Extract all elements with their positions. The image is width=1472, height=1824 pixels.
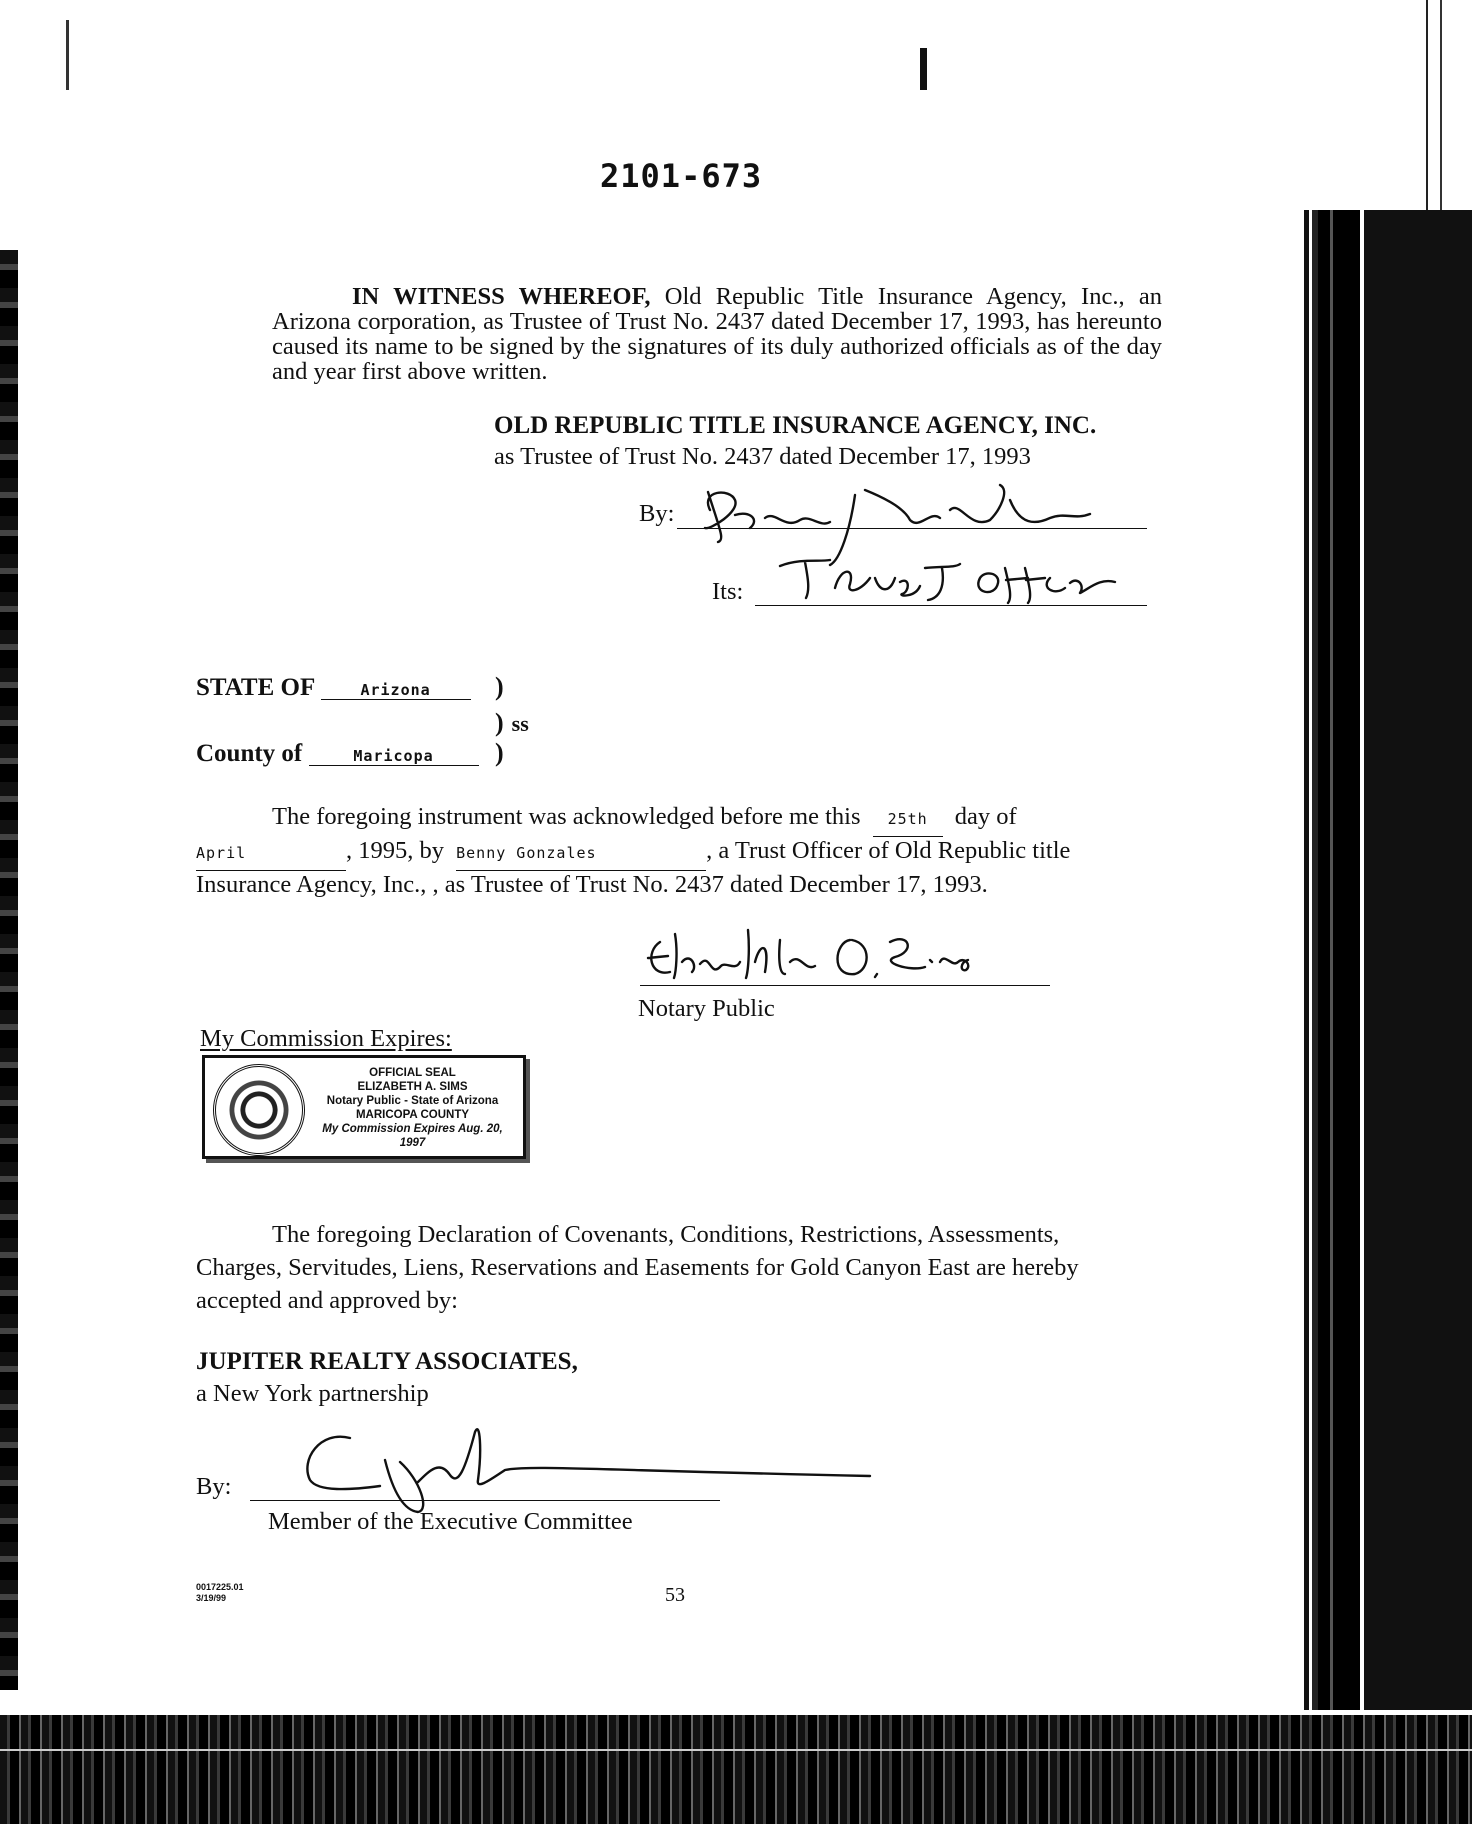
scan-mark: [920, 48, 927, 90]
approver-name: JUPITER REALTY ASSOCIATES,: [196, 1348, 578, 1375]
declaration-line: accepted and approved by:: [196, 1287, 458, 1314]
declaration-line: Charges, Servitudes, Liens, Reservations and Easements for Gold Canyon East are hereby: [196, 1254, 1079, 1281]
approver-title: Member of the Executive Committee: [268, 1508, 633, 1535]
notary-signature: [640, 922, 980, 992]
seal-emblem-icon: [213, 1064, 305, 1156]
seal-line: OFFICIAL SEAL: [369, 1067, 456, 1079]
venue-paren: ): [495, 672, 504, 701]
document-number: 2101-673: [600, 157, 763, 195]
trustee-its-label: Its:: [712, 578, 744, 605]
ack-line-1: The foregoing instrument was acknowledged before me this 25th day of: [272, 800, 1162, 837]
notary-label: Notary Public: [638, 995, 775, 1022]
ack-name-value: Benny Gonzales: [456, 836, 706, 871]
approver-description: a New York partnership: [196, 1380, 429, 1407]
witness-lead: IN WITNESS WHEREOF,: [352, 283, 651, 310]
approver-signature-line: [250, 1500, 720, 1501]
ack-month-value: April: [196, 836, 346, 871]
witness-paragraph: [272, 284, 1162, 384]
seal-text: [310, 1066, 515, 1150]
ack-line-2: April , 1995, by Benny Gonzales , a Trust Officer of Old Republic title: [196, 834, 1070, 871]
county-value: Maricopa: [309, 748, 479, 766]
commission-label: My Commission Expires:: [200, 1025, 452, 1052]
approver-signature: [290, 1420, 870, 1520]
page-number: 53: [665, 1584, 685, 1606]
scan-mark: [66, 20, 69, 90]
footer-code: 0017225.01 3/19/99: [196, 1582, 244, 1603]
scan-edge-left: [0, 250, 18, 1690]
approver-by-label: By:: [196, 1473, 232, 1500]
notary-signature-line: [640, 985, 1050, 986]
trustee-its-handwriting: [780, 548, 1140, 608]
ack-day-value: 25th: [873, 802, 943, 837]
notary-seal: [202, 1055, 526, 1159]
trustee-company: OLD REPUBLIC TITLE INSURANCE AGENCY, INC.: [494, 412, 1097, 439]
ss-label: ) ss: [495, 708, 529, 737]
seal-line: ELIZABETH A. SIMS: [357, 1081, 468, 1093]
witness-text: Old Republic Title Insurance Agency, Inc., an Arizona corporation, as Trustee of Trust No. 2437 dated December 17, 1993, has hereunto caused its name to be signed by the signatures of its duly authorized officials as of the day and year first above written.: [272, 283, 1162, 385]
scan-edge-bottom: [0, 1715, 1472, 1824]
state-value: Arizona: [321, 682, 471, 700]
scan-edge-right: [1300, 210, 1472, 1710]
seal-line: Notary Public - State of Arizona: [326, 1095, 499, 1107]
seal-line: MARICOPA COUNTY: [355, 1109, 470, 1121]
trustee-subtitle: as Trustee of Trust No. 2437 dated December 17, 1993: [494, 443, 1031, 470]
venue-paren: ): [495, 738, 504, 767]
declaration-line: The foregoing Declaration of Covenants, Conditions, Restrictions, Assessments,: [272, 1221, 1060, 1248]
trustee-by-label: By:: [639, 500, 675, 527]
state-label: STATE OF Arizona: [196, 674, 471, 703]
county-label: County of Maricopa: [196, 740, 479, 769]
ack-line-3: Insurance Agency, Inc., , as Trustee of Trust No. 2437 dated December 17, 1993.: [196, 871, 988, 898]
seal-line: My Commission Expires Aug. 20, 1997: [322, 1123, 503, 1149]
